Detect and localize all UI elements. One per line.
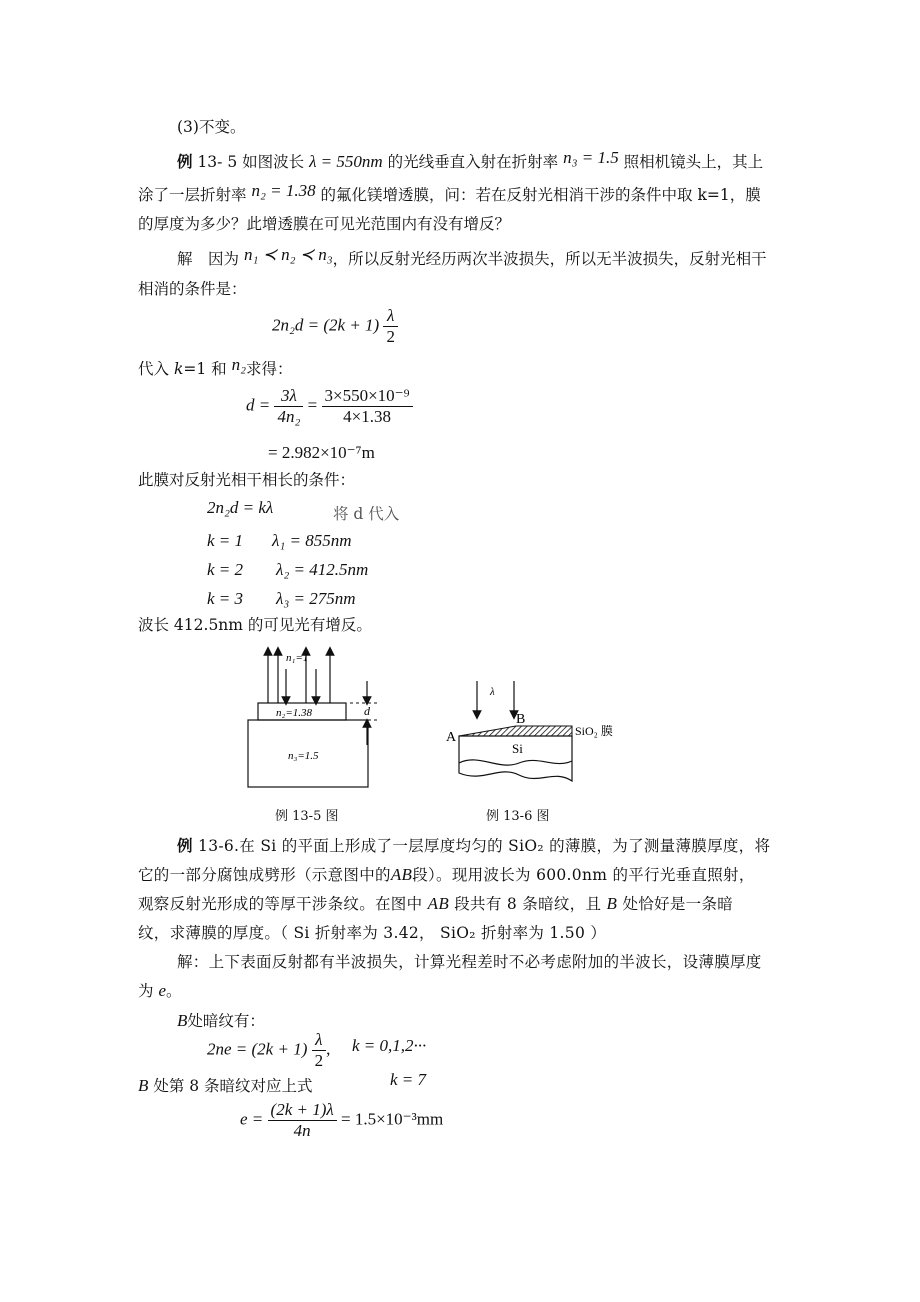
dark-at-b bbox=[177, 1009, 265, 1031]
text: 处第 8 条暗纹对应上式 bbox=[153, 1077, 313, 1095]
e-frac bbox=[268, 1100, 337, 1141]
d-calculation bbox=[246, 386, 413, 427]
text: 的氟化镁增透膜，问：若在反射光相消干涉的条件中取 k=1，膜 bbox=[320, 186, 761, 204]
example-13-6-line3 bbox=[138, 892, 733, 914]
text: 处恰好是一条暗 bbox=[622, 895, 734, 913]
lambda3: λ₃ = 275nm bbox=[276, 589, 356, 608]
si-wave bbox=[459, 760, 572, 765]
text: 为 bbox=[138, 982, 154, 1000]
numerator: λ bbox=[383, 306, 398, 327]
label-si: Si bbox=[512, 741, 523, 756]
k3: k = 3 bbox=[207, 589, 244, 608]
k2: k = 2 bbox=[207, 560, 244, 579]
e: e bbox=[158, 981, 166, 1000]
text: 13- 5 如图波长 bbox=[192, 153, 305, 171]
e-lhs: e = bbox=[240, 1109, 264, 1129]
text: 它的一部分腐蚀成劈形（示意图中的 bbox=[138, 866, 391, 884]
example-13-6-line1 bbox=[177, 834, 770, 856]
lhs: 2n₂d = (2k + 1) bbox=[272, 315, 380, 335]
label-sio2-film: SiO₂ 膜 bbox=[575, 724, 613, 738]
text: 照相机镜头上，其上 bbox=[623, 153, 764, 171]
figure-13-6 bbox=[444, 673, 644, 793]
lambda-over-2 bbox=[383, 306, 398, 347]
text: 求得： bbox=[246, 360, 293, 378]
text: 段共有 8 条暗纹，且 bbox=[454, 895, 602, 913]
lambda-equation: λ = 550nm bbox=[309, 152, 383, 171]
n3-equation: n₃ = 1.5 bbox=[563, 148, 619, 167]
example-13-6-line2 bbox=[138, 863, 755, 885]
k7: k = 7 bbox=[390, 1070, 427, 1089]
figure-13-5 bbox=[238, 643, 398, 823]
d-result: = 2.982×10⁻⁷m bbox=[268, 443, 375, 462]
n3-label: n₃=1.5 bbox=[288, 750, 319, 762]
text: 涂了一层折射率 bbox=[138, 186, 247, 204]
destructive-condition bbox=[272, 306, 398, 347]
numerator: 3λ bbox=[274, 386, 303, 407]
lambda-label: λ bbox=[490, 686, 495, 698]
result: = 1.5×10⁻³mm bbox=[340, 1109, 444, 1129]
ray-arrows bbox=[268, 651, 367, 745]
denominator: 4×1.38 bbox=[343, 407, 391, 426]
substitute-d-note: 将 d 代入 bbox=[333, 505, 400, 523]
numeric-frac bbox=[322, 386, 413, 427]
denominator: 2 bbox=[386, 327, 395, 346]
example-13-5-line1 bbox=[177, 150, 763, 172]
example-13-5-line2 bbox=[138, 183, 761, 205]
lhs: 2ne = (2k + 1) bbox=[207, 1039, 308, 1059]
solution-line1 bbox=[177, 247, 767, 269]
k: k bbox=[173, 360, 184, 378]
index-order: n₁ ≺ n₂ ≺ n₃ bbox=[243, 245, 333, 264]
lambda-over-2 bbox=[312, 1030, 327, 1071]
solution-line2: 相消的条件是： bbox=[138, 280, 247, 298]
text: 代入 bbox=[138, 360, 170, 378]
n2-label: n₂=1.38 bbox=[276, 707, 312, 719]
d-label: d bbox=[364, 704, 370, 718]
incident-arrows bbox=[477, 681, 514, 715]
e-result bbox=[240, 1100, 443, 1141]
solution2-line2 bbox=[138, 979, 182, 1001]
figure-13-5-caption: 例 13-5 图 bbox=[275, 809, 339, 824]
three-lambda-frac bbox=[274, 386, 303, 427]
text: 。 bbox=[166, 982, 182, 1000]
constructive-intro: 此膜对反射光相干相长的条件： bbox=[138, 471, 356, 489]
n2-equation: n₂ = 1.38 bbox=[251, 181, 316, 200]
ab: AB bbox=[390, 865, 413, 884]
example-label: 例 bbox=[177, 152, 193, 171]
k1: k = 1 bbox=[207, 531, 244, 550]
text: 解 因为 bbox=[177, 250, 240, 268]
label-b: B bbox=[516, 712, 526, 727]
text: 的光线垂直入射在折射率 bbox=[387, 153, 559, 171]
constructive-condition: 2n₂d = kλ bbox=[207, 498, 274, 517]
answer-unchanged: (3)不变。 bbox=[177, 118, 246, 136]
substitute-line bbox=[138, 357, 293, 379]
d-lhs: d = bbox=[246, 395, 271, 415]
label-a: A bbox=[446, 730, 457, 745]
text: 段）。现用波长为 600.0nm 的平行光垂直照射， bbox=[412, 866, 755, 884]
example-label: 例 bbox=[177, 836, 193, 855]
text: 观察反射光形成的等厚干涉条纹。在图中 bbox=[138, 895, 423, 913]
dark-8th bbox=[138, 1074, 313, 1096]
b: B bbox=[177, 1011, 188, 1030]
text: =1 和 bbox=[183, 360, 227, 378]
solution2-line1: 解：上下表面反射都有半波损失，计算光程差时不必考虑附加的半波长，设薄膜厚度 bbox=[177, 953, 762, 971]
n2: n₂ bbox=[231, 355, 246, 374]
k-values: k = 0,1,2··· bbox=[352, 1036, 427, 1055]
n1-label: n₁=1 bbox=[286, 652, 309, 664]
numerator: (2k + 1)λ bbox=[268, 1100, 337, 1121]
text: 13-6.在 Si 的平面上形成了一层厚度均匀的 SiO₂ 的薄膜，为了测量薄膜厚度，将 bbox=[192, 837, 771, 855]
b: B bbox=[138, 1076, 149, 1095]
text: ，所以反射光经历两次半波损失，所以无半波损失，反射光相干 bbox=[332, 250, 767, 268]
conclusion: 波长 412.5nm 的可见光有增反。 bbox=[138, 616, 372, 634]
numerator: 3×550×10⁻⁹ bbox=[322, 386, 413, 407]
lambda2: λ₂ = 412.5nm bbox=[276, 560, 369, 579]
b: B bbox=[606, 894, 618, 913]
ab: AB bbox=[427, 894, 450, 913]
dark-fringe-condition: 2ne = (2k + 1) $\frac{\lambda}{2}$ , bbox=[207, 1030, 331, 1070]
denominator: 4n₂ bbox=[277, 407, 301, 426]
numerator: λ bbox=[312, 1030, 327, 1051]
text: 处暗纹有： bbox=[187, 1012, 265, 1030]
figure-13-6-caption: 例 13-6 图 bbox=[486, 809, 550, 824]
equals: = bbox=[307, 395, 318, 415]
example-13-5-line3: 的厚度为多少？此增透膜在可见光范围内有没有增反？ bbox=[138, 215, 511, 233]
denominator: 4n bbox=[293, 1121, 311, 1140]
denominator: 2 bbox=[314, 1051, 324, 1070]
example-13-6-line4: 纹，求薄膜的厚度。（ Si 折射率为 3.42， SiO₂ 折射率为 1.50 ） bbox=[138, 924, 607, 942]
sio2-wedge bbox=[459, 726, 572, 736]
lambda1: λ₁ = 855nm bbox=[272, 531, 352, 550]
